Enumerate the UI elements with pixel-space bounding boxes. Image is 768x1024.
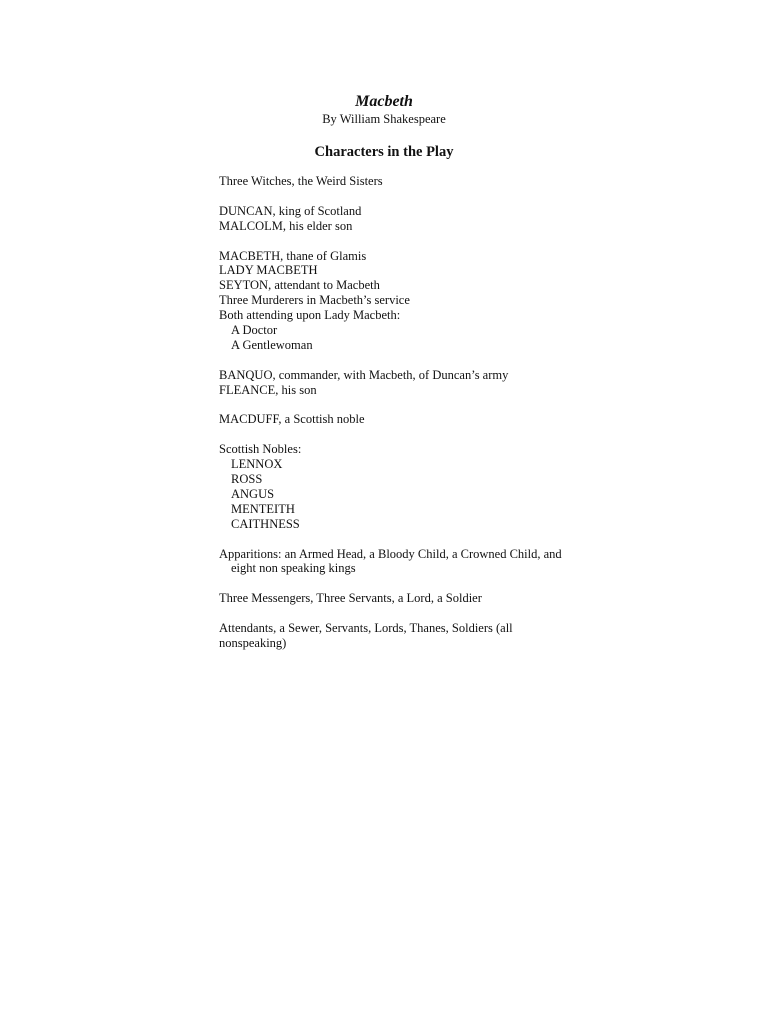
cast-entry-duncan: DUNCAN, king of Scotland xyxy=(219,203,362,218)
spacer xyxy=(219,427,579,442)
spacer xyxy=(219,234,579,249)
spacer xyxy=(219,398,579,413)
cast-entry-murderers: Three Murderers in Macbeth’s service xyxy=(219,293,410,308)
spacer xyxy=(219,189,579,204)
cast-entry-macduff: MACDUFF, a Scottish noble xyxy=(219,412,365,427)
cast-entry-macbeth: MACBETH, thane of Glamis xyxy=(219,248,367,263)
cast-group-label-attending: Both attending upon Lady Macbeth: xyxy=(219,308,401,323)
cast-entry-apparitions-continued: eight non speaking kings xyxy=(231,561,356,576)
cast-entry-fleance: FLEANCE, his son xyxy=(219,382,317,397)
cast-entry-malcolm: MALCOLM, his elder son xyxy=(219,218,353,233)
cast-entry-lady-macbeth: LADY MACBETH xyxy=(219,263,318,278)
cast-entry-attendants: Attendants, a Sewer, Servants, Lords, Thanes, Soldiers (all xyxy=(219,621,513,636)
section-heading: Characters in the Play xyxy=(314,144,454,160)
cast-group-label-nobles: Scottish Nobles: xyxy=(219,442,302,457)
cast-entry-doctor: A Doctor xyxy=(231,323,278,338)
cast-entry-attendants-continued: nonspeaking) xyxy=(219,635,287,650)
author-byline: By William Shakespeare xyxy=(322,112,446,126)
cast-entry-noble: ANGUS xyxy=(231,486,275,501)
cast-entry-seyton: SEYTON, attendant to Macbeth xyxy=(219,278,380,293)
cast-entry-messengers: Three Messengers, Three Servants, a Lord, a Soldier xyxy=(219,591,482,606)
cast-entry-noble: LENNOX xyxy=(231,457,283,472)
spacer xyxy=(219,576,579,591)
cast-entry-noble: CAITHNESS xyxy=(231,516,300,531)
cast-entry-noble: MENTEITH xyxy=(231,501,295,516)
cast-entry-gentlewoman: A Gentlewoman xyxy=(231,337,313,352)
cast-entry-witches: Three Witches, the Weird Sisters xyxy=(219,174,383,188)
spacer xyxy=(219,353,579,368)
cast-entry-noble: ROSS xyxy=(231,472,263,487)
cast-list xyxy=(219,174,579,651)
spacer xyxy=(219,532,579,547)
cast-entry-apparitions: Apparitions: an Armed Head, a Bloody Child, a Crowned Child, and xyxy=(219,546,562,561)
cast-entry-banquo: BANQUO, commander, with Macbeth, of Duncan’s army xyxy=(219,367,509,382)
spacer xyxy=(219,606,579,621)
play-title: Macbeth xyxy=(355,93,413,110)
